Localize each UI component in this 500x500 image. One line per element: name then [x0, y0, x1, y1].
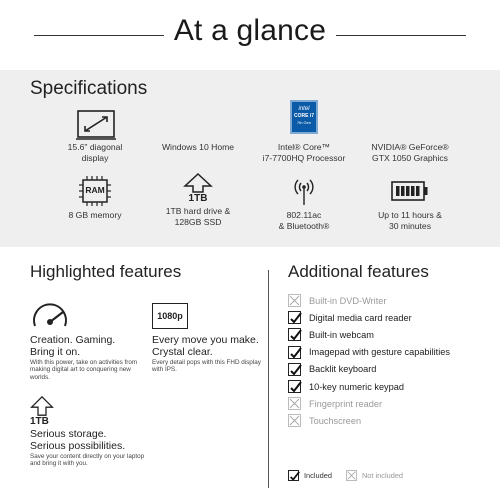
- spec-os: [143, 142, 253, 153]
- not-included-box-icon: [288, 294, 301, 307]
- specifications-heading: Specifications: [30, 78, 148, 99]
- included-check-icon: [288, 328, 301, 341]
- not-included-box-icon: [288, 397, 301, 410]
- included-check-icon: [288, 311, 301, 324]
- included-check-icon: [288, 363, 301, 376]
- ram-chip-icon: [78, 176, 112, 206]
- storage-arrow-icon: [183, 173, 213, 204]
- list-item: [288, 344, 488, 361]
- feature-title: Serious storage. Serious possibilities.: [30, 428, 126, 452]
- list-item: [288, 395, 488, 412]
- included-check-icon: [288, 470, 299, 481]
- legend-not-included-label: Not included: [361, 471, 404, 480]
- spec-wireless: [249, 176, 359, 231]
- spec-display: [40, 108, 150, 163]
- spec-graphics: [355, 142, 465, 163]
- included-check-icon: [288, 380, 301, 393]
- feature-description: Save your content directly on your laptop and bring it with you.: [30, 453, 145, 468]
- specifications-section: [0, 70, 500, 247]
- feature-storage: [30, 396, 146, 468]
- storage-text: 1TB: [188, 193, 208, 204]
- spec-label: 15.6" diagonal display: [67, 142, 123, 163]
- spec-battery: [355, 180, 465, 231]
- 1080p-text: 1080p: [157, 311, 183, 321]
- feature-label: 10-key numeric keypad: [309, 381, 404, 392]
- spec-label: 8 GB memory: [68, 210, 122, 220]
- legend: [288, 470, 417, 481]
- legend-included-label: Included: [304, 471, 332, 480]
- spec-label: Up to 11 hours & 30 minutes: [378, 210, 442, 231]
- list-item: [288, 309, 488, 326]
- feature-title: Creation. Gaming. Bring it on.: [30, 334, 116, 358]
- feature-label: Digital media card reader: [309, 312, 412, 323]
- spec-label: Intel® Core™ i7-7700HQ Processor: [262, 142, 346, 163]
- list-item: [288, 361, 488, 378]
- speedometer-icon: [30, 298, 70, 332]
- feature-description: Every detail pops with this FHD display with IPS.: [152, 359, 261, 374]
- spec-label: 802.11ac & Bluetooth®: [278, 210, 330, 231]
- diagonal-display-icon: [72, 108, 118, 142]
- list-item: [288, 292, 488, 309]
- feature-label: Built-in DVD-Writer: [309, 295, 387, 306]
- feature-label: Fingerprint reader: [309, 398, 383, 409]
- list-item: [288, 412, 488, 429]
- highlighted-features-heading: Highlighted features: [30, 262, 182, 281]
- feature-title: Every move you make. Crystal clear.: [152, 334, 259, 358]
- additional-features-list: [288, 292, 488, 430]
- spec-memory: [40, 176, 150, 221]
- feature-display: [152, 303, 268, 374]
- battery-icon: [390, 180, 430, 202]
- feature-description: With this power, take on activities from making digital art to conquering new worlds.: [30, 359, 138, 381]
- spec-processor: [249, 100, 359, 163]
- badge-line1: intel: [298, 106, 310, 112]
- spec-label: 1TB hard drive & 128GB SSD: [165, 206, 231, 227]
- feature-creation: [30, 298, 146, 381]
- page-header: [0, 0, 500, 70]
- feature-label: Touchscreen: [309, 415, 362, 426]
- page-title: At a glance: [173, 14, 327, 47]
- badge-line2: CORE i7: [293, 113, 314, 119]
- spec-label: NVIDIA® GeForce® GTX 1050 Graphics: [371, 142, 449, 163]
- section-divider: [268, 270, 269, 488]
- feature-label: Built-in webcam: [309, 329, 374, 340]
- feature-label: Backlit keyboard: [309, 364, 377, 375]
- included-check-icon: [288, 346, 301, 359]
- ram-text: RAM: [85, 185, 105, 195]
- spec-storage: [143, 173, 253, 227]
- header-rule-right: [336, 35, 466, 36]
- badge-line3: 7th Gen: [296, 120, 312, 125]
- spec-label: Windows 10 Home: [161, 142, 235, 152]
- storage-arrow-icon: [30, 396, 54, 427]
- feature-label: Imagepad with gesture capabilities: [309, 347, 450, 358]
- not-included-box-icon: [288, 414, 301, 427]
- additional-features-heading: Additional features: [288, 262, 429, 281]
- not-included-box-icon: [346, 470, 357, 481]
- wireless-antenna-icon: [287, 176, 321, 206]
- intel-core-i7-badge-icon: [290, 100, 318, 134]
- 1080p-badge-icon: [152, 303, 188, 329]
- list-item: [288, 378, 488, 395]
- storage-text: 1TB: [30, 416, 49, 427]
- list-item: [288, 326, 488, 343]
